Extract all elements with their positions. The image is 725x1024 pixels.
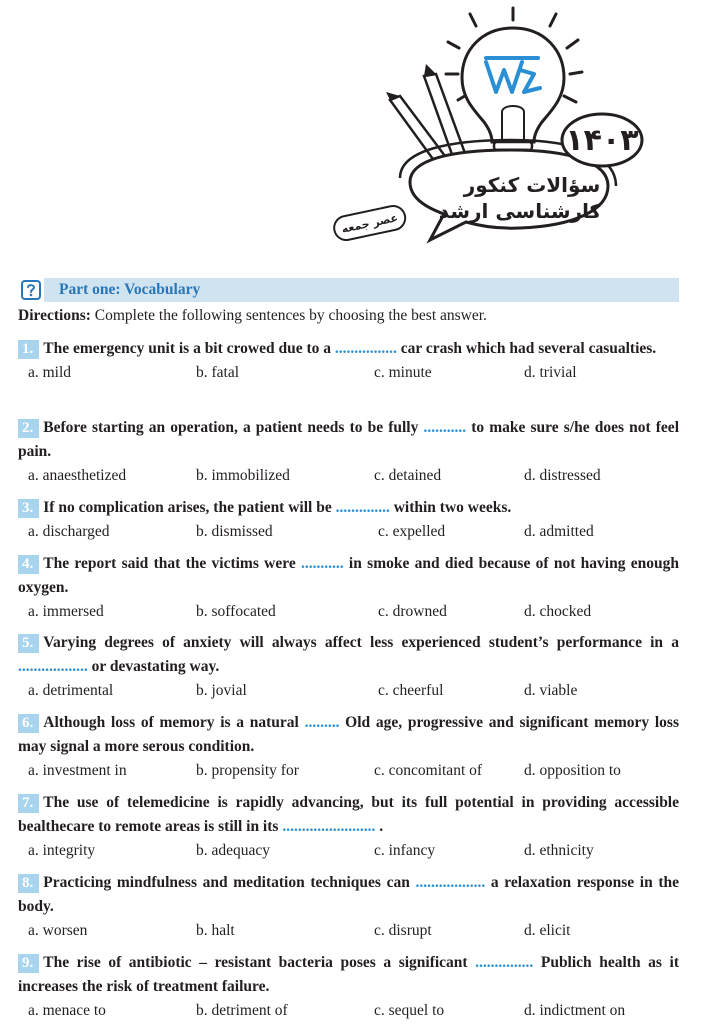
answer-options (18, 679, 679, 703)
question-item (18, 337, 679, 385)
question-text (18, 631, 679, 679)
answer-options (18, 919, 679, 943)
answer-option[interactable]: d. ethnicity (524, 842, 594, 859)
session-tag-label: عصر جمعه (340, 211, 400, 236)
question-number: 7. (18, 794, 39, 813)
question-text (18, 416, 679, 464)
question-number: 6. (18, 714, 39, 733)
lightbulb-pencils-badge (340, 0, 670, 250)
answer-option[interactable]: a. integrity (28, 842, 96, 859)
question-number: 4. (18, 555, 39, 574)
question-stem-end: or devastating way. (87, 658, 220, 675)
directions-text: Complete the following sentences by choosing the best answer. (90, 307, 487, 324)
answer-option[interactable]: b. fatal (196, 364, 240, 381)
question-stem-start: Varying degrees of anxiety will always affect less experienced student’s performance in a (43, 634, 679, 651)
answer-blank: ............... (475, 954, 534, 971)
answer-options (18, 600, 679, 624)
answer-options (18, 839, 679, 863)
answer-option[interactable]: b. halt (196, 922, 235, 939)
question-stem-end: within two weeks. (389, 499, 512, 516)
question-text (18, 791, 679, 839)
answer-blank: .................. (18, 658, 88, 675)
question-stem-start: The report said that the victims were (43, 555, 302, 572)
question-stem-start: The emergency unit is a bit crowed due to a (43, 340, 335, 357)
header-illustration (340, 0, 670, 250)
answer-option[interactable]: b. propensity for (196, 762, 299, 779)
answer-option[interactable]: c. expelled (378, 523, 446, 540)
question-item (18, 871, 679, 943)
question-text (18, 951, 679, 999)
answer-option[interactable]: c. detained (374, 467, 442, 484)
answer-options (18, 464, 679, 488)
answer-option[interactable]: a. anaesthetized (28, 467, 127, 484)
answer-option[interactable]: c. cheerful (378, 682, 444, 699)
section-title: Part one: Vocabulary (59, 281, 201, 298)
question-number: 1. (18, 340, 39, 359)
answer-options (18, 520, 679, 544)
answer-option[interactable]: a. immersed (28, 603, 104, 620)
question-item (18, 496, 679, 544)
directions (18, 305, 679, 327)
answer-blank: .................. (415, 874, 486, 891)
question-item (18, 951, 679, 1023)
answer-option[interactable]: d. indictment on (524, 1002, 626, 1019)
answer-option[interactable]: a. worsen (28, 922, 88, 939)
answer-options (18, 361, 679, 385)
badge-title-line1: سؤالات کنکور (463, 173, 601, 197)
question-stem-end: Old age, progressive and significant memory loss may signal a more serous condition. (18, 714, 679, 755)
answer-option[interactable]: a. investment in (28, 762, 127, 779)
question-item (18, 631, 679, 703)
answer-option[interactable]: d. viable (524, 682, 578, 699)
question-stem-end: a relaxation response in the body. (18, 874, 679, 915)
question-item (18, 552, 679, 624)
question-stem-start: Practicing mindfulness and meditation techniques can (43, 874, 416, 891)
answer-option[interactable]: a. mild (28, 364, 72, 381)
answer-option[interactable]: c. minute (374, 364, 432, 381)
answer-options (18, 759, 679, 783)
question-number: 8. (18, 874, 39, 893)
answer-option[interactable]: d. distressed (524, 467, 601, 484)
answer-option[interactable]: a. discharged (28, 523, 110, 540)
question-text (18, 496, 679, 520)
answer-option[interactable]: d. chocked (524, 603, 592, 620)
lightbulb-icon (462, 28, 564, 166)
answer-blank: .............. (335, 499, 390, 516)
question-number: 9. (18, 954, 39, 973)
question-stem-end: car crash which had several casualties. (396, 340, 657, 357)
question-stem-end: Publich health as it increases the risk of treatment failure. (18, 954, 679, 995)
directions-label: Directions: (18, 307, 91, 324)
answer-option[interactable]: d. admitted (524, 523, 594, 540)
section-heading-bar (18, 278, 679, 302)
session-tag (332, 204, 407, 242)
question-stem-end: to make sure s/he does not feel pain. (18, 419, 679, 460)
question-stem-end: in smoke and died because of not having enough oxygen. (18, 555, 679, 596)
answer-option[interactable]: b. adequacy (196, 842, 271, 859)
answer-option[interactable]: a. menace to (28, 1002, 106, 1019)
question-item (18, 791, 679, 863)
question-document-icon (18, 277, 44, 303)
question-number: 3. (18, 499, 39, 518)
question-text (18, 552, 679, 600)
answer-blank: ................ (334, 340, 397, 357)
answer-option[interactable]: b. jovial (196, 682, 247, 699)
answer-blank: ........................ (282, 818, 376, 835)
answer-blank: ........... (301, 555, 344, 572)
question-item (18, 711, 679, 783)
question-text (18, 711, 679, 759)
question-stem-start: Before starting an operation, a patient needs to be fully (43, 419, 424, 436)
question-stem-start: The use of telemedicine is rapidly advancing, but its full potential in providing accessible bealthecare to remote areas is still in its (18, 794, 679, 835)
answer-blank: ........... (423, 419, 467, 436)
answer-option[interactable]: c. concomitant of (374, 762, 483, 779)
answer-option[interactable]: d. opposition to (524, 762, 621, 779)
question-stem-start: The rise of antibiotic – resistant bacteria poses a significant (43, 954, 476, 971)
question-stem-start: If no complication arises, the patient will be (43, 499, 336, 516)
answer-option[interactable]: d. elicit (524, 922, 571, 939)
question-stem-start: Although loss of memory is a natural (43, 714, 305, 731)
year-badge (562, 114, 642, 166)
answer-option[interactable]: c. disrupt (374, 922, 432, 939)
answer-option[interactable]: c. infancy (374, 842, 436, 859)
question-number: 5. (18, 634, 39, 653)
badge-title-line2: کارشناسی ارشد (438, 199, 602, 223)
answer-options (18, 999, 679, 1023)
question-text (18, 337, 679, 361)
answer-option[interactable]: b. dismissed (196, 523, 273, 540)
question-item (18, 416, 679, 488)
question-number: 2. (18, 419, 39, 438)
answer-option[interactable]: a. detrimental (28, 682, 114, 699)
question-text (18, 871, 679, 919)
answer-option[interactable]: c. drowned (378, 603, 447, 620)
year-label: ۱۴۰۳ (565, 123, 639, 158)
answer-option[interactable]: d. trivial (524, 364, 577, 381)
answer-option[interactable]: b. immobilized (196, 467, 290, 484)
answer-option[interactable]: c. sequel to (374, 1002, 445, 1019)
answer-option[interactable]: b. soffocated (196, 603, 276, 620)
question-stem-end: . (375, 818, 384, 835)
answer-option[interactable]: b. detriment of (196, 1002, 288, 1019)
answer-blank: ......... (304, 714, 340, 731)
